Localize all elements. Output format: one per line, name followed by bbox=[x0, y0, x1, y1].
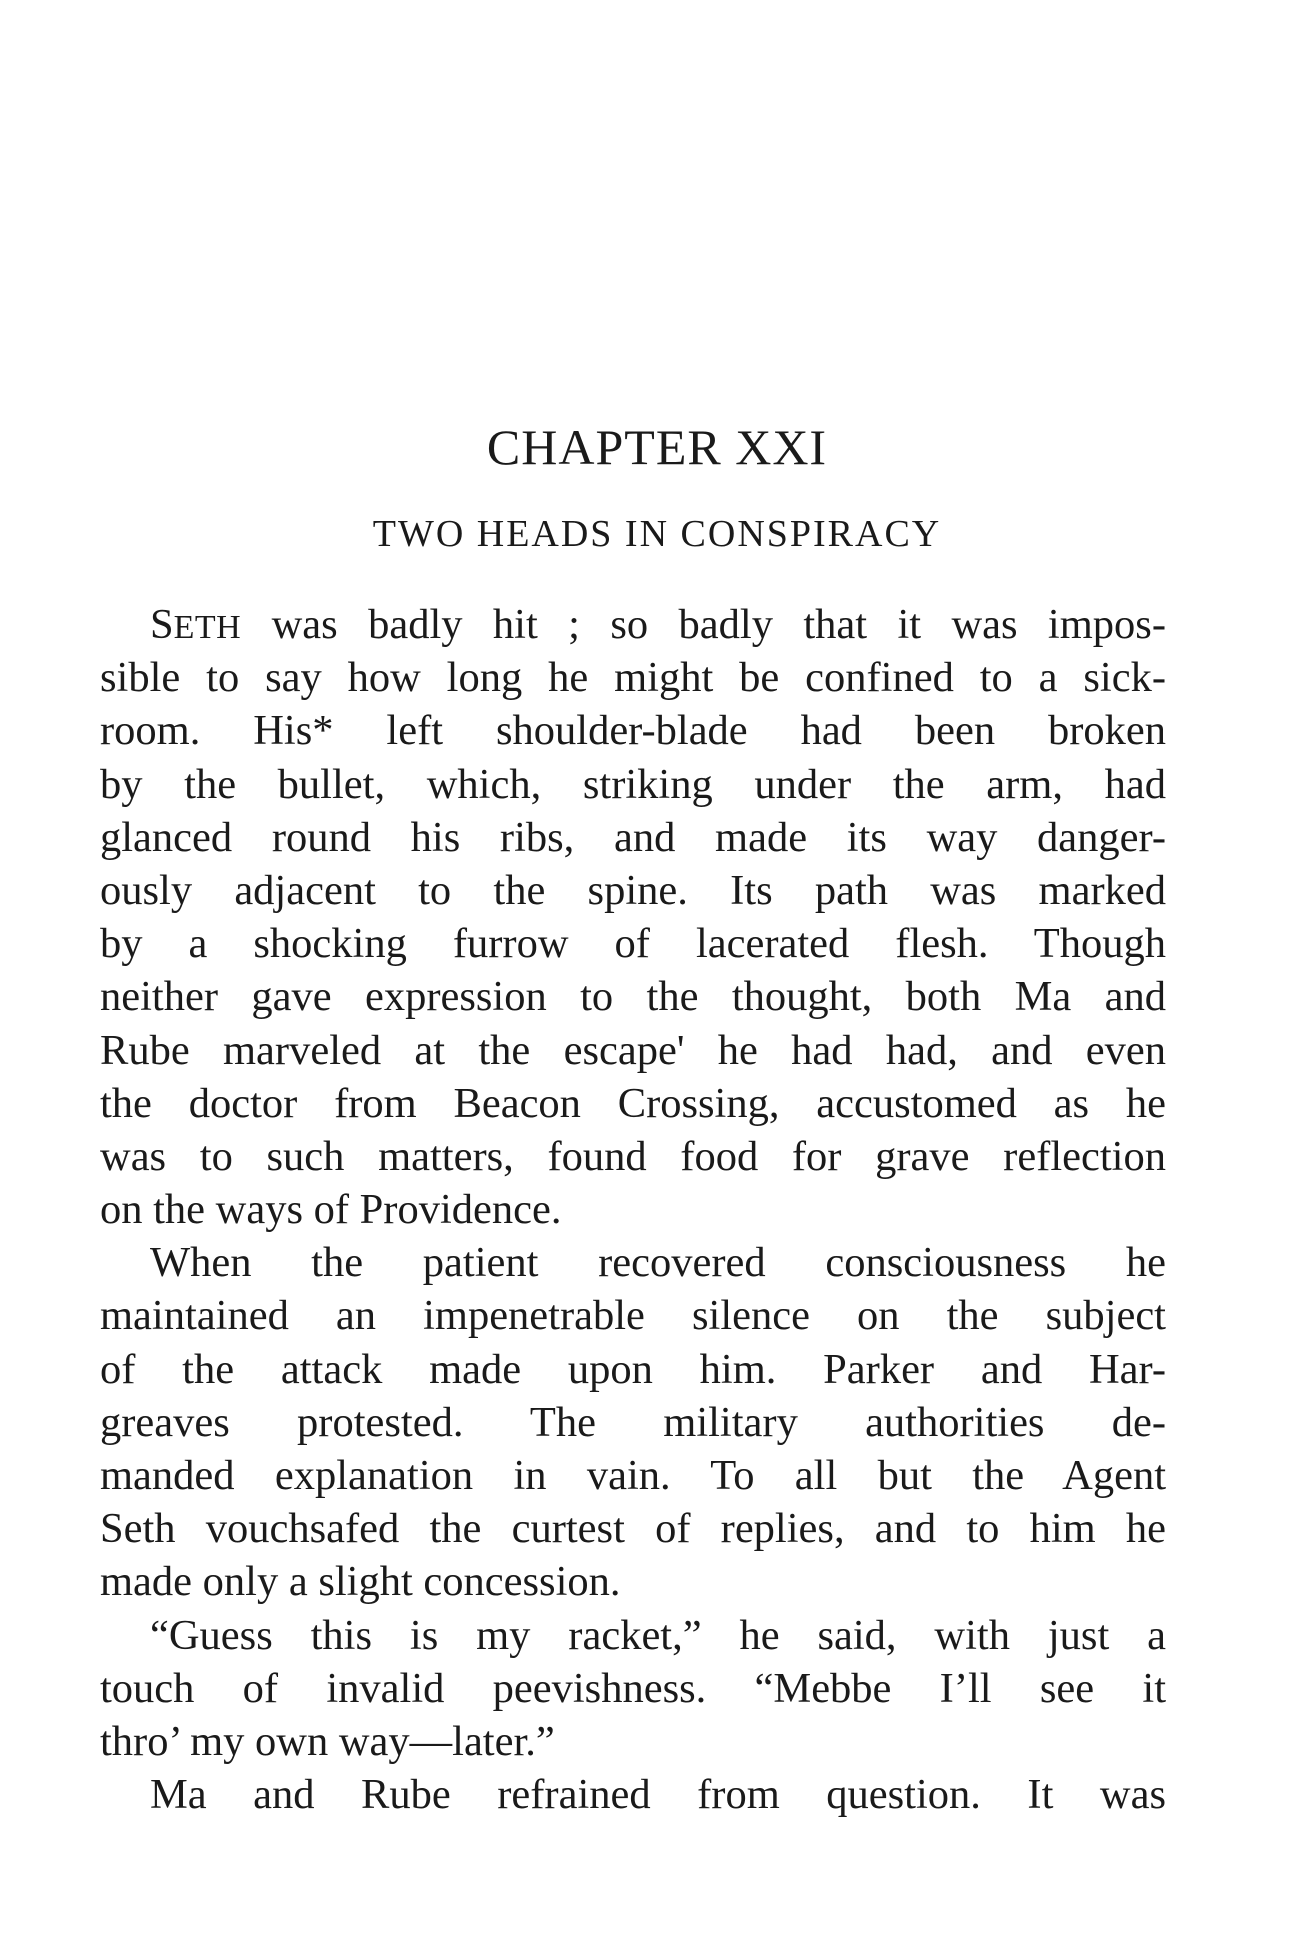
text-line: “Guess this is my racket,” he said, with just a bbox=[150, 1611, 1166, 1659]
text-line: the doctor from Beacon Crossing, accustomed as he bbox=[100, 1079, 1166, 1127]
text-line: manded explanation in vain. To all but the Agent bbox=[100, 1452, 1166, 1499]
text-line: glanced round his ribs, and made its way danger- bbox=[100, 813, 1166, 861]
text-line: Ma and Rube refrained from question. It was bbox=[150, 1771, 1166, 1819]
text-line: was to such matters, found food for grave reflection bbox=[100, 1132, 1166, 1180]
text-line: by a shocking furrow of lacerated flesh. Though bbox=[100, 920, 1166, 968]
text-line: sible to say how long he might be confined to a sick- bbox=[100, 654, 1166, 702]
text-line: Rube marveled at the escape' he had had, and even bbox=[100, 1026, 1166, 1074]
text-line: on the ways of Providence. bbox=[100, 1186, 562, 1234]
chapter-body bbox=[100, 598, 1166, 1821]
text-line: ously adjacent to the spine. Its path was marked bbox=[100, 866, 1166, 914]
drop-initial: S bbox=[150, 601, 174, 648]
text-line: made only a slight concession. bbox=[100, 1558, 621, 1606]
text-line: Seth vouchsafed the curtest of replies, and to him he bbox=[100, 1505, 1166, 1553]
text-line: greaves protested. The military authorities de- bbox=[100, 1398, 1166, 1446]
chapter-number: CHAPTER XXI bbox=[486, 419, 828, 475]
text-line-1-rest: was badly hit ; so badly that it was impos- bbox=[241, 601, 1166, 648]
small-caps-word: ETH bbox=[173, 609, 242, 646]
text-line: maintained an impenetrable silence on the subject bbox=[100, 1292, 1166, 1340]
text-line: neither gave expression to the thought, both Ma and bbox=[100, 973, 1166, 1021]
text-line: thro’ my own way—later.” bbox=[100, 1717, 555, 1765]
text-line: room. His* left shoulder-blade had been broken bbox=[100, 707, 1166, 755]
text-line-1 bbox=[100, 598, 1166, 651]
text-line: touch of invalid peevishness. “Mebbe I’ll see it bbox=[100, 1664, 1166, 1712]
text-line: of the attack made upon him. Parker and Har- bbox=[100, 1345, 1166, 1393]
text-line: by the bullet, which, striking under the arm, had bbox=[100, 760, 1166, 808]
text-line: When the patient recovered consciousness he bbox=[150, 1239, 1166, 1287]
chapter-title: TWO HEADS IN CONSPIRACY bbox=[372, 513, 942, 555]
